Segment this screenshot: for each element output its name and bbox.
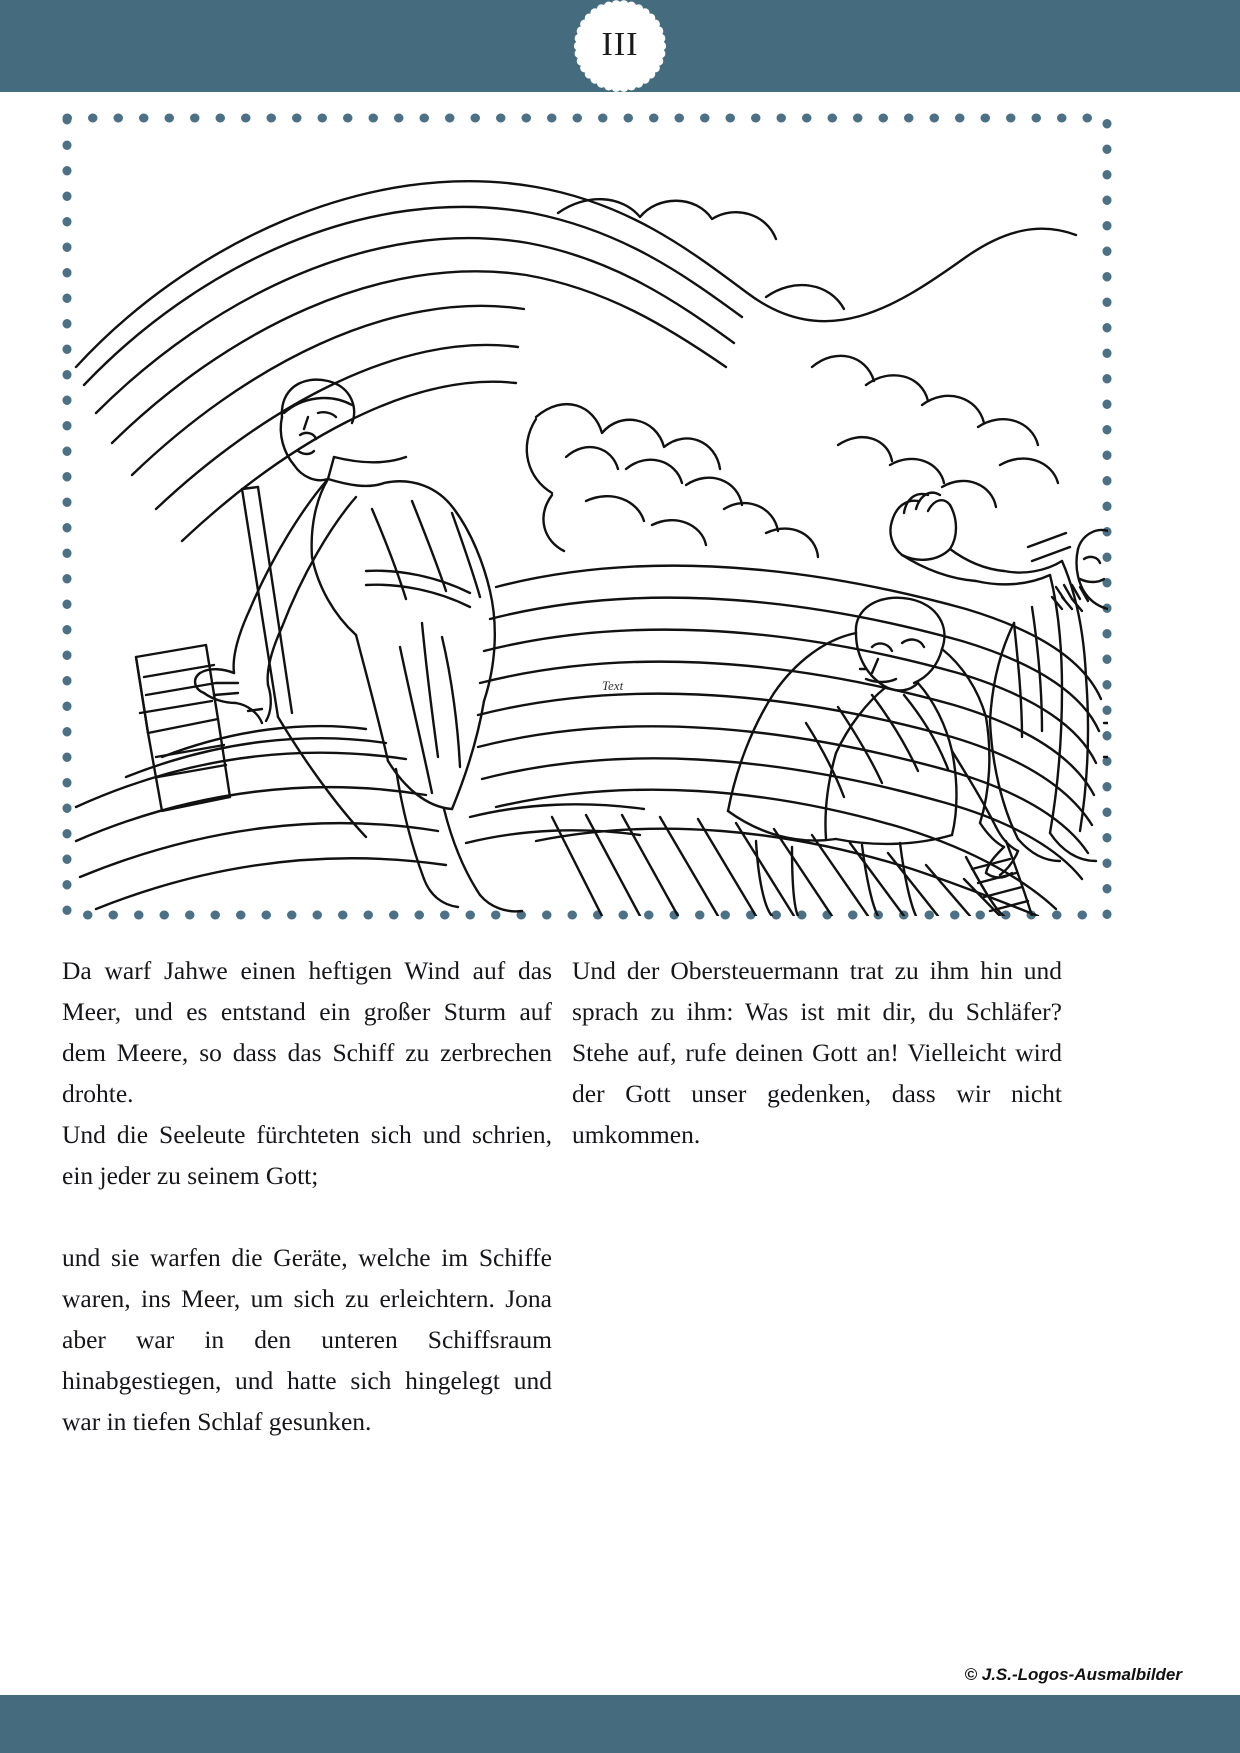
illustration-frame xyxy=(62,113,1112,920)
body-text-area xyxy=(62,950,1112,1442)
copyright-credit: © J.S.-Logos-Ausmalbilder xyxy=(964,1665,1182,1684)
right-text-column xyxy=(572,950,1062,1442)
chapter-number-label: III xyxy=(601,26,639,63)
verse-paragraph: Und die Seeleute fürchteten sich und schrien, ein jeder zu seinem Gott; xyxy=(62,1120,552,1190)
verse-paragraph: Da warf Jahwe einen heftigen Wind auf das Meer, und es entstand ein großer Sturm auf dem Meere, so dass das Schiff zu zerbrechen drohte. xyxy=(62,956,552,1108)
left-text-column xyxy=(62,950,552,1442)
coloring-illustration xyxy=(66,117,1108,916)
header-bar xyxy=(0,0,1240,92)
verse-paragraph: und sie warfen die Geräte, welche im Schiffe waren, ins Meer, um sich zu erleichtern. Jona aber war in den unteren Schiffsraum hinabgestiegen, und hatte sich hingelegt und war in tiefen Schlaf gesunken. xyxy=(62,1243,552,1436)
verse-paragraph: Und der Obersteuermann trat zu ihm hin und sprach zu ihm: Was ist mit dir, du Schläfer? Stehe auf, rufe deinen Gott an! Vielleicht wird der Gott unser gedenken, dass wir nicht umkommen. xyxy=(572,956,1062,1149)
footer-bar xyxy=(0,1695,1240,1753)
illustration-caption-note: Text xyxy=(602,678,624,693)
chapter-badge xyxy=(572,0,668,94)
